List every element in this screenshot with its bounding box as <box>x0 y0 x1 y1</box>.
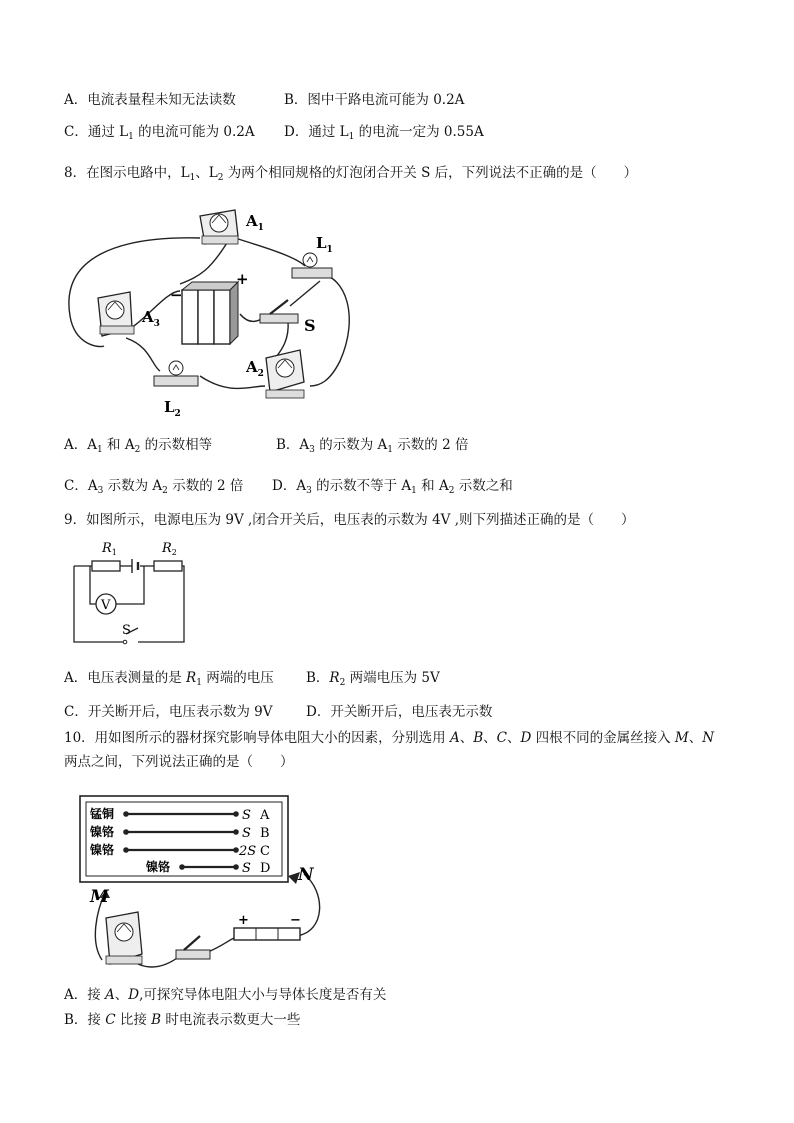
bulb-l1-icon <box>292 253 332 278</box>
q7-option-b: B．图中干路电流可能为 0.2A <box>284 92 465 108</box>
label-plus: + <box>236 270 249 288</box>
resistor-r2-icon <box>154 561 182 571</box>
row-c-area: 2S <box>239 844 257 859</box>
q8-option-d: D．$A_3$ 的示数不等于 $A_1$ 和 $A_2$ 示数之和 <box>272 478 513 496</box>
q9-option-c: C．开关断开后，电压表示数为 9V <box>64 704 273 720</box>
row-a-area: S <box>242 808 251 823</box>
row-b-id: B <box>260 826 270 841</box>
q9-stem: 9．如图所示，电源电压为 9V ,闭合开关后，电压表的示数为 4V ,则下列描述正确的是（ ） <box>64 512 635 528</box>
row-d-id: D <box>260 861 271 876</box>
label-minus: − <box>170 286 183 304</box>
q9-option-b: B．$R_2$ 两端电压为 5V <box>306 670 440 688</box>
battery-icon <box>234 928 300 940</box>
row-b-material: 镍铬 <box>90 825 115 839</box>
label-r1: $R_1$ <box>102 541 117 557</box>
label-s: S <box>304 316 316 335</box>
q10-wire-board-figure <box>76 792 332 978</box>
q8-option-c: C．$A_3$ 示数为 $A_2$ 示数的 2 倍 <box>64 478 244 496</box>
q10-option-b: B．接 C 比接 B 时电流表示数更大一些 <box>64 1012 301 1028</box>
label-r2: $R_2$ <box>162 541 177 557</box>
label-v: V <box>101 598 111 613</box>
label-l1: $L_1$ <box>316 234 333 255</box>
switch-icon <box>176 936 210 959</box>
label-m: M <box>90 887 109 907</box>
ammeter-icon <box>106 912 142 964</box>
row-a-id: A <box>260 808 270 823</box>
q7-option-a: A．电流表量程未知无法读数 <box>64 92 236 108</box>
row-d-material: 镍铬 <box>146 860 171 874</box>
q8-stem: 8．在图示电路中，$L_1$、$L_2$ 为两个相同规格的灯泡闭合开关 S 后，下列说法不正确的是（ ） <box>64 165 638 183</box>
q8-option-b: B．$A_3$ 的示数为 $A_1$ 示数的 2 倍 <box>276 437 469 455</box>
battery-pack-icon <box>182 282 238 344</box>
q9-option-d: D．开关断开后，电压表无示数 <box>306 704 493 720</box>
label-a2: $A_2$ <box>246 358 264 379</box>
q10-option-a: A．接 A、D,可探究导体电阻大小与导体长度是否有关 <box>64 987 387 1003</box>
ammeter-a2-icon <box>266 350 304 398</box>
battery-icon <box>132 559 138 573</box>
q8-option-a: A．$A_1$ 和 $A_2$ 的示数相等 <box>64 437 213 455</box>
q7-option-d: D．通过 $L_1$ 的电流一定为 0.55A <box>284 124 484 142</box>
q10-stem-line1: 10．用如图所示的器材探究影响导体电阻大小的因素，分别选用 A、B、C、D 四根不同的金属丝接入 M、N <box>64 730 715 746</box>
row-a-material: 锰铜 <box>90 807 115 821</box>
ammeter-a1-icon <box>200 210 238 244</box>
label-l2: $L_2$ <box>164 398 181 419</box>
label-a3: $A_3$ <box>142 308 160 329</box>
label-plus: + <box>238 913 249 928</box>
label-minus: − <box>290 913 301 928</box>
q9-option-a: A．电压表测量的是 $R_1$ 两端的电压 <box>64 670 274 688</box>
label-n: N <box>298 865 314 885</box>
row-d-area: S <box>242 861 251 876</box>
row-b-area: S <box>242 826 251 841</box>
q10-stem-line2: 两点之间，下列说法正确的是（ ） <box>64 754 294 770</box>
ammeter-a3-icon <box>98 292 134 336</box>
switch-contact-icon <box>123 640 127 644</box>
row-c-id: C <box>260 844 270 859</box>
bulb-l2-icon <box>154 361 198 386</box>
label-s: S <box>122 623 131 638</box>
q9-circuit-figure <box>66 538 196 648</box>
label-a1: $A_1$ <box>246 212 264 233</box>
q8-circuit-figure <box>60 196 360 428</box>
q7-option-c: C．通过 $L_1$ 的电流可能为 0.2A <box>64 124 255 142</box>
row-c-material: 镍铬 <box>90 843 115 857</box>
resistor-r1-icon <box>92 561 120 571</box>
